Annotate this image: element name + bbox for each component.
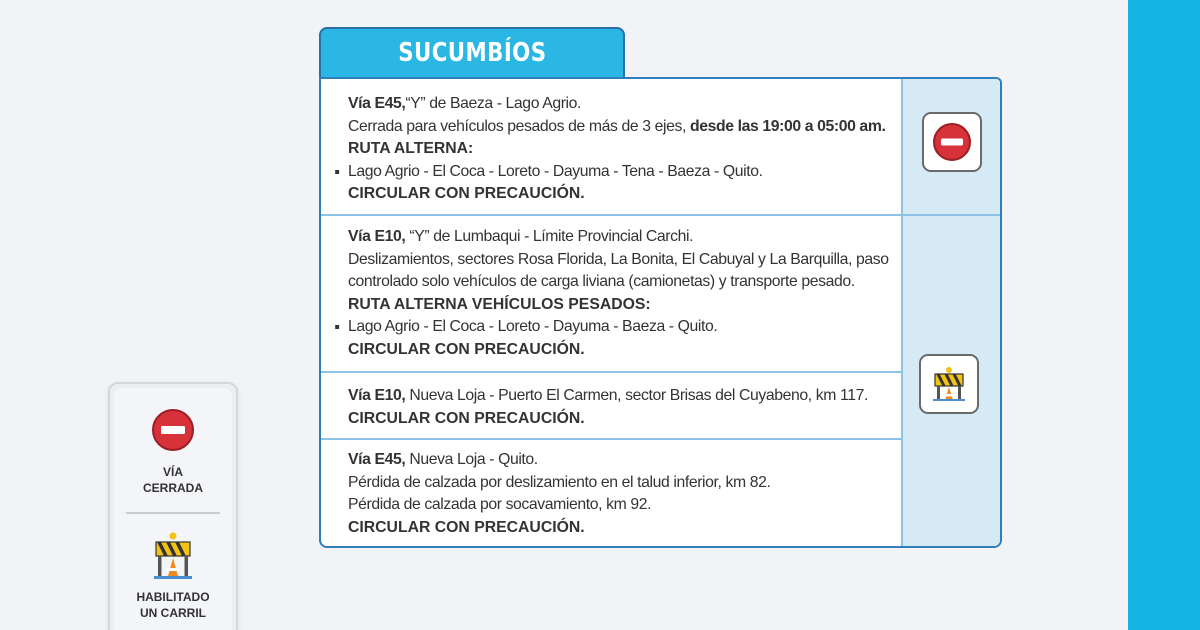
road-id: Vía E10, bbox=[348, 228, 406, 245]
road-status-table bbox=[319, 77, 1002, 548]
road-entry-1 bbox=[321, 93, 901, 206]
road-id: Vía E45, bbox=[348, 95, 406, 112]
no-entry-icon bbox=[932, 122, 972, 162]
entry-line bbox=[348, 226, 893, 249]
entry-line bbox=[348, 116, 893, 139]
legend-closed-label-1: VÍA bbox=[162, 465, 183, 479]
road-segment: Nueva Loja - Quito. bbox=[405, 451, 538, 468]
restriction-text: Cerrada para vehículos pesados de más de 3 ejes, bbox=[348, 117, 690, 135]
condition-text: Pérdida de calzada por deslizamiento en el talud inferior, km 82. bbox=[348, 473, 771, 491]
region-title: SUCUMBÍOS bbox=[397, 38, 547, 68]
roadblock-icon bbox=[930, 366, 968, 402]
alt-route-item: Lago Agrio - El Coca - Loreto - Dayuma - Tena - Baeza - Quito. bbox=[348, 161, 893, 184]
icon-column-divider bbox=[903, 214, 1002, 216]
closed-status-icon bbox=[922, 112, 982, 172]
caution-text: CIRCULAR CON PRECAUCIÓN. bbox=[348, 409, 585, 427]
road-entry-3 bbox=[321, 385, 901, 430]
roadblock-icon bbox=[152, 532, 194, 580]
right-accent-bar bbox=[1128, 0, 1200, 630]
road-id: Vía E45, bbox=[348, 451, 406, 468]
row-divider bbox=[321, 371, 901, 373]
status-icon-column bbox=[901, 79, 1002, 546]
row-divider bbox=[321, 438, 901, 440]
alt-route-heading: RUTA ALTERNA VEHÍCULOS PESADOS: bbox=[348, 295, 651, 313]
one-lane-status-icon bbox=[919, 354, 979, 414]
condition-text: Pérdida de calzada por socavamiento, km 92. bbox=[348, 496, 652, 514]
entry-line bbox=[348, 449, 893, 472]
legend-one-lane-label-1: HABILITADO bbox=[136, 590, 210, 604]
caution-text: CIRCULAR CON PRECAUCIÓN. bbox=[348, 518, 585, 536]
region-title-tab bbox=[319, 27, 625, 79]
restriction-hours: desde las 19:00 a 05:00 am. bbox=[689, 117, 886, 135]
entry-line bbox=[348, 385, 893, 408]
entry-line bbox=[348, 93, 893, 116]
legend-divider bbox=[126, 512, 220, 514]
legend-one-lane-label-2: UN CARRIL bbox=[140, 606, 206, 620]
row-divider bbox=[321, 214, 901, 216]
road-entry-2 bbox=[321, 226, 901, 362]
road-segment: Nueva Loja - Puerto El Carmen, sector Brisas del Cuyabeno, km 117. bbox=[405, 387, 868, 404]
caution-text: CIRCULAR CON PRECAUCIÓN. bbox=[348, 340, 585, 358]
caution-text: CIRCULAR CON PRECAUCIÓN. bbox=[348, 185, 585, 203]
alt-route-item: Lago Agrio - El Coca - Loreto - Dayuma - Baeza - Quito. bbox=[348, 316, 893, 339]
road-entry-4 bbox=[321, 449, 901, 539]
road-segment: “Y” de Lumbaqui - Límite Provincial Carchi. bbox=[405, 228, 694, 245]
no-entry-icon bbox=[151, 408, 195, 452]
condition-text: Deslizamientos, sectores Rosa Florida, La Bonita, El Cabuyal y La Barquilla, paso bbox=[348, 250, 889, 268]
icon-legend bbox=[108, 382, 238, 630]
legend-closed-label-2: CERRADA bbox=[143, 481, 203, 495]
alt-route-heading: RUTA ALTERNA: bbox=[348, 140, 474, 158]
road-segment: “Y” de Baeza - Lago Agrio. bbox=[405, 95, 582, 112]
condition-text: controlado solo vehículos de carga liviana (camionetas) y transporte pesado. bbox=[348, 273, 855, 291]
road-id: Vía E10, bbox=[348, 387, 406, 404]
legend-inner bbox=[114, 388, 232, 630]
